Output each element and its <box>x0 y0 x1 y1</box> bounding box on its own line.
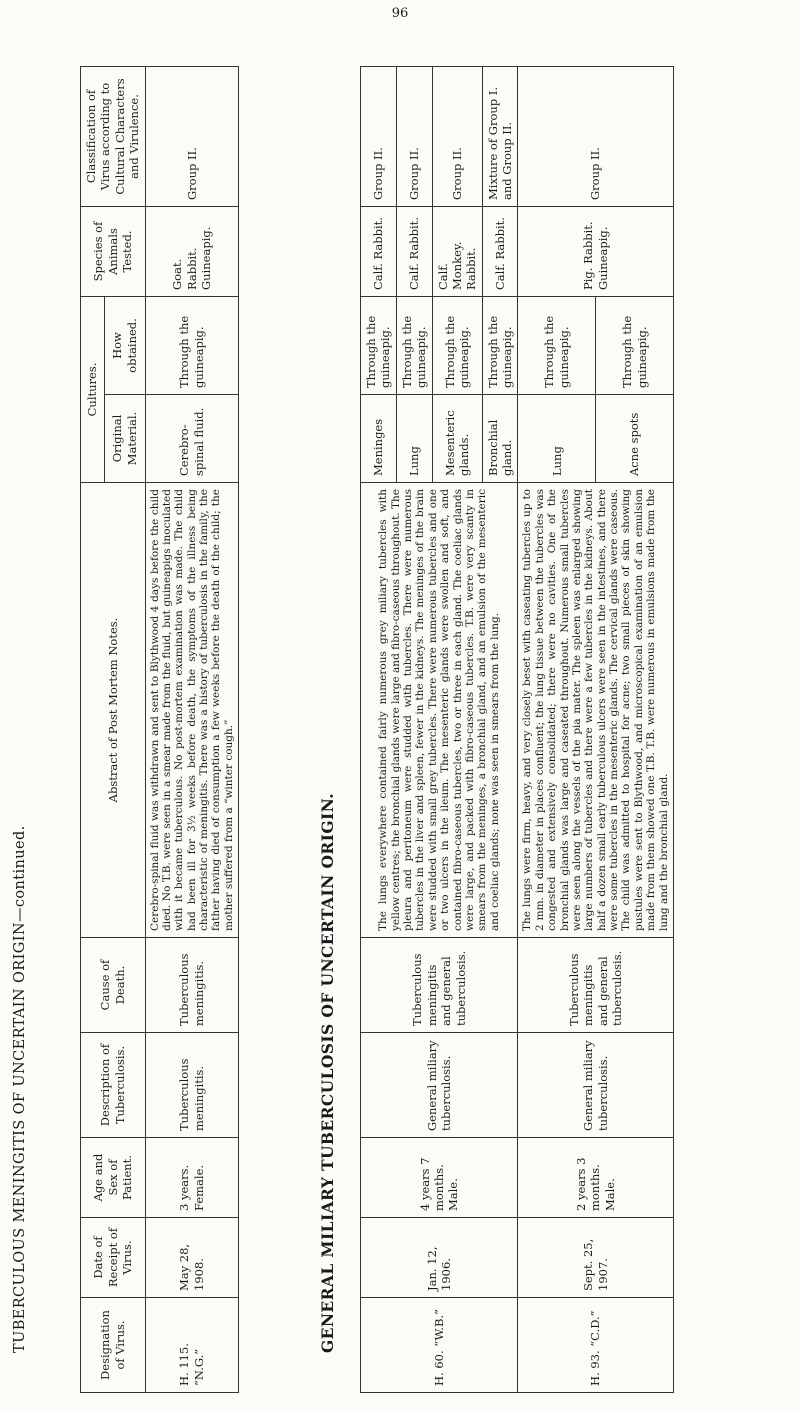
original-cell: Bronchial gland. <box>482 395 518 483</box>
original-cell: Lung <box>396 395 432 483</box>
classification-cell: Group II. <box>145 67 239 207</box>
date-cell: Jan. 12, 1906. <box>361 1218 518 1298</box>
species-cell: Calf. Rabbit. <box>361 207 397 297</box>
how-cell: Through the guineapig. <box>361 297 397 395</box>
col-cause: Cause of Death. <box>81 938 146 1033</box>
col-date: Date of Receipt of Virus. <box>81 1218 146 1298</box>
tb-meningitis-table <box>80 66 239 1393</box>
notes-cell: The lungs were firm, heavy, and very closely beset with caseating tubercles up to 2 mm. in diameter in places confluent; the lung tissue between the tubercles was congested and extensively consolidated; there were no cavities. One of the bronchial glands was large and caseated throughout. Numerous small tubercles were seen along the vessels of the pia mater. The spleen was enlarged showing large numbers of tubercles and there were a few tubercles in the kidneys. About half a dozen small early tuberculous ulcers were seen in the intestines, and there were some tubercles in the mesenteric glands. The cervical glands were caseous. The child was admitted to hospital for acne; two small pieces of skin showing pustules were sent to Blythwood, and microscopical examination of an emulsion made from them showed one T.B. T.B. were numerous in emulsions made from the lung and the bronchial gland. <box>518 483 674 938</box>
description-cell: General miliary tuberculosis. <box>518 1033 674 1138</box>
col-age-sex: Age and Sex of Patient. <box>81 1138 146 1218</box>
col-species: Species of Animals Tested. <box>81 207 146 297</box>
age-sex-cell: 4 years 7 months. Male. <box>361 1138 518 1218</box>
classification-cell: Group II. <box>396 67 432 207</box>
original-cell: Meninges <box>361 395 397 483</box>
table-row <box>145 67 239 1393</box>
how-cell: Through the guineapig. <box>482 297 518 395</box>
original-cell: Mesenteric glands. <box>432 395 482 483</box>
date-cell: Sept. 25, 1907. <box>518 1218 674 1298</box>
cause-cell: Tuberculous meningitis and general tuberculosis. <box>361 938 518 1033</box>
classification-cell: Group II. <box>361 67 397 207</box>
original-cell: Lung <box>518 395 596 483</box>
species-cell: Calf. Rabbit. <box>396 207 432 297</box>
header-row <box>81 67 105 1393</box>
original-cell: Cerebro-spinal fluid. <box>145 395 239 483</box>
section-title: GENERAL MILIARY TUBERCULOSIS OF UNCERTAIN ORIGIN. <box>318 793 337 1353</box>
designation-cell: H. 93. “C.D.” <box>518 1298 674 1393</box>
col-cultures: Cultures. <box>81 297 105 483</box>
cause-cell: Tuberculous meningitis. <box>145 938 239 1033</box>
col-original: Original Material. <box>105 395 145 483</box>
table-row <box>361 67 397 1393</box>
designation-cell: H. 60. “W.B.” <box>361 1298 518 1393</box>
date-cell: May 28, 1908. <box>145 1218 239 1298</box>
how-cell: Through the guineapig. <box>145 297 239 395</box>
age-sex-cell: 3 years. Female. <box>145 1138 239 1218</box>
species-cell: Goat. Rabbit. Guineapig. <box>145 207 239 297</box>
how-cell: Through the guineapig. <box>432 297 482 395</box>
description-cell: Tuberculous meningitis. <box>145 1033 239 1138</box>
species-cell: Pig. Rabbit. Guineapig. <box>518 207 674 297</box>
designation-cell: H. 115. “N.G.” <box>145 1298 239 1393</box>
notes-cell: Cerebro-spinal fluid was withdrawn and sent to Blythwood 4 days before the child died. No T.B. were seen in a smear made from the fluid, but guineapigs inoculated with it became tuberculous. No post-mortem examination was made. The child had been ill for 3½ weeks before death, the symptoms of the illness being characteristic of meningitis. There was a history of tuberculosis in the family, the father having died of consumption a few weeks before the death of the child; the mother suffered from a “winter cough.” <box>145 483 239 938</box>
col-notes: Abstract of Post Mortem Notes. <box>81 483 146 938</box>
how-cell: Through the guineapig. <box>518 297 596 395</box>
classification-cell: Group II. <box>432 67 482 207</box>
species-cell: Calf. Rabbit. <box>482 207 518 297</box>
classification-cell: Group II. <box>518 67 674 207</box>
col-how: How obtained. <box>105 297 145 395</box>
species-cell: Calf. Monkey. Rabbit. <box>432 207 482 297</box>
original-cell: Acne spots <box>596 395 674 483</box>
general-miliary-table <box>360 66 674 1393</box>
col-description: Description of Tuberculosis. <box>81 1033 146 1138</box>
how-cell: Through the guineapig. <box>596 297 674 395</box>
classification-cell: Mixture of Group I. and Group II. <box>482 67 518 207</box>
description-cell: General miliary tuberculosis. <box>361 1033 518 1138</box>
cause-cell: Tuberculous meningitis and general tuberculosis. <box>518 938 674 1033</box>
col-designation: Designation of Virus. <box>81 1298 146 1393</box>
table-row <box>518 67 596 1393</box>
notes-cell: The lungs everywhere contained fairly numerous grey miliary tubercles with yellow centres; the bronchial glands were large and fibro-caseous throughout. The pleura and peritoneum were studded with tubercles. There were numerous tubercles in the liver and spleen, fewer in the kidneys. The meninges of the brain were studded with small grey tubercles. There were numerous tubercles and one or two ulcers in the ileum. The mesenteric glands were swollen and soft, and contained fibro-caseous tubercles, two or three in each gland. The coeliac glands were large, and packed with fibro-caseous tubercles. T.B. were very scanty in smears from the meninges, a bronchial gland, and an emulsion of the mesenteric and coeliac glands; none was seen in smears from the lung. <box>361 483 518 938</box>
col-classification: Classification of Virus according to Cultural Characters and Virulence. <box>81 67 146 207</box>
how-cell: Through the guineapig. <box>396 297 432 395</box>
page-number: 96 <box>391 6 409 21</box>
top-table-title: TUBERCULOUS MENINGITIS OF UNCERTAIN ORIGIN—continued. <box>12 825 28 1353</box>
age-sex-cell: 2 years 3 months. Male. <box>518 1138 674 1218</box>
